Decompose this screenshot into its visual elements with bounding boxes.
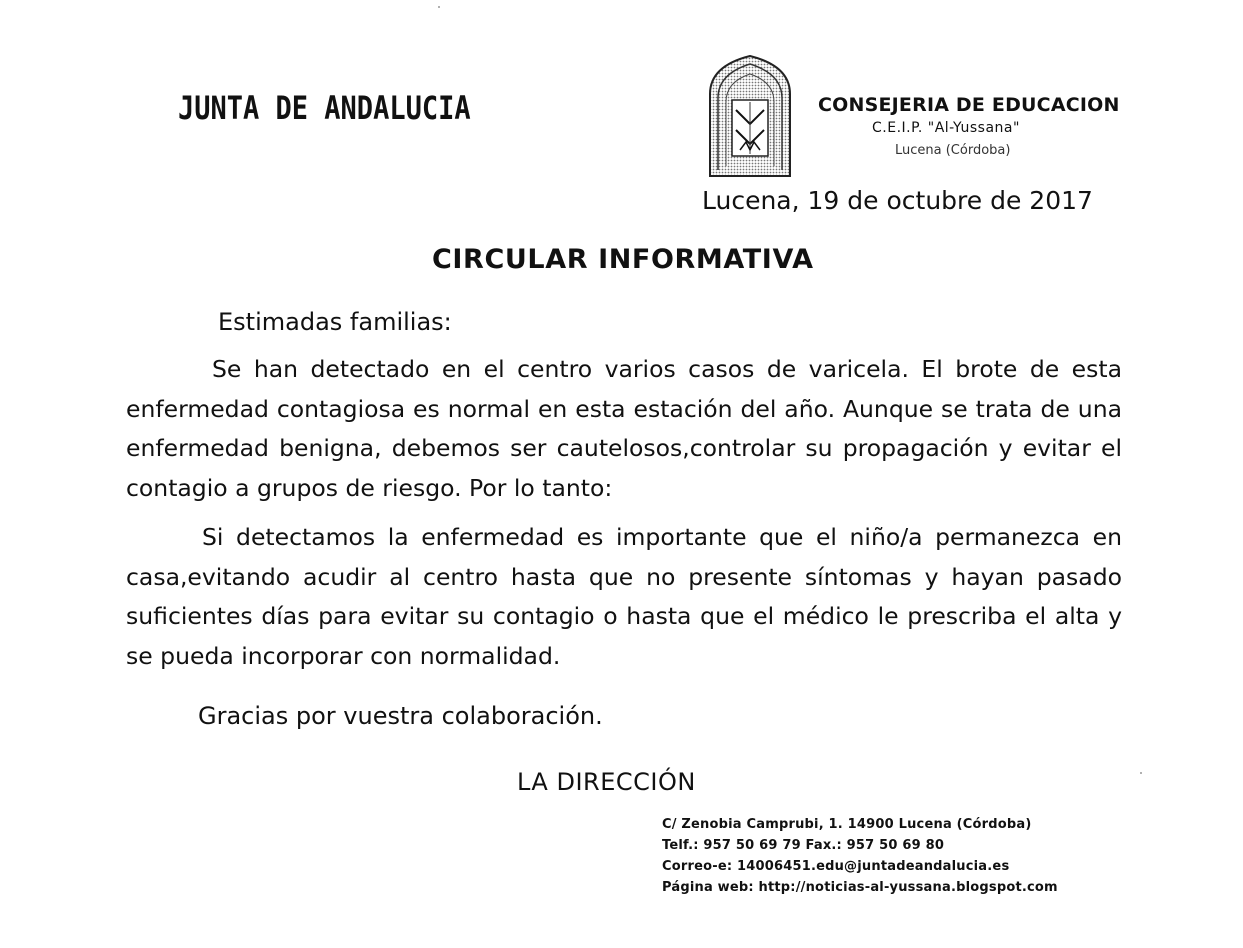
scan-speck <box>438 6 440 8</box>
footer-address: C/ Zenobia Camprubi, 1. 14900 Lucena (Córdoba) <box>662 817 1032 832</box>
consejeria-heading: CONSEJERIA DE EDUCACION <box>818 94 1120 116</box>
junta-de-andalucia-title: JUNTA DE ANDALUCIA <box>178 90 471 128</box>
school-location: Lucena (Córdoba) <box>895 143 1011 158</box>
footer-phone: Telf.: 957 50 69 79 Fax.: 957 50 69 80 <box>662 838 945 853</box>
signature-direccion: LA DIRECCIÓN <box>517 768 696 796</box>
footer-email: Correo-e: 14006451.edu@juntadeandalucia.es <box>662 859 1010 874</box>
document-date: Lucena, 19 de octubre de 2017 <box>702 186 1093 215</box>
school-name: C.E.I.P. "Al-Yussana" <box>872 120 1020 136</box>
circular-title: CIRCULAR INFORMATIVA <box>432 244 814 275</box>
body-paragraph-1: Se han detectado en el centro varios casos de varicela. El brote de esta enfermedad contagiosa es normal en esta estación del año. Aunque se trata de una enfermedad benigna, debemos ser cautelosos,controlar su propagación y evitar el contagio a grupos de riesgo. Por lo tanto: <box>126 355 1122 502</box>
body-paragraph-2: Si detectamos la enfermedad es importante que el niño/a permanezca en casa,evitando acudir al centro hasta que no presente síntomas y hayan pasado suficientes días para evitar su contagio o hasta que el médico le prescriba el alta y se pueda incorporar con normalidad. <box>126 523 1122 670</box>
closing-thanks: Gracias por vuestra colaboración. <box>198 702 603 730</box>
scan-speck <box>1140 772 1142 774</box>
footer-web: Página web: http://noticias-al-yussana.blogspot.com <box>662 880 1058 895</box>
greeting: Estimadas familias: <box>218 308 452 336</box>
school-crest-logo <box>706 54 794 178</box>
